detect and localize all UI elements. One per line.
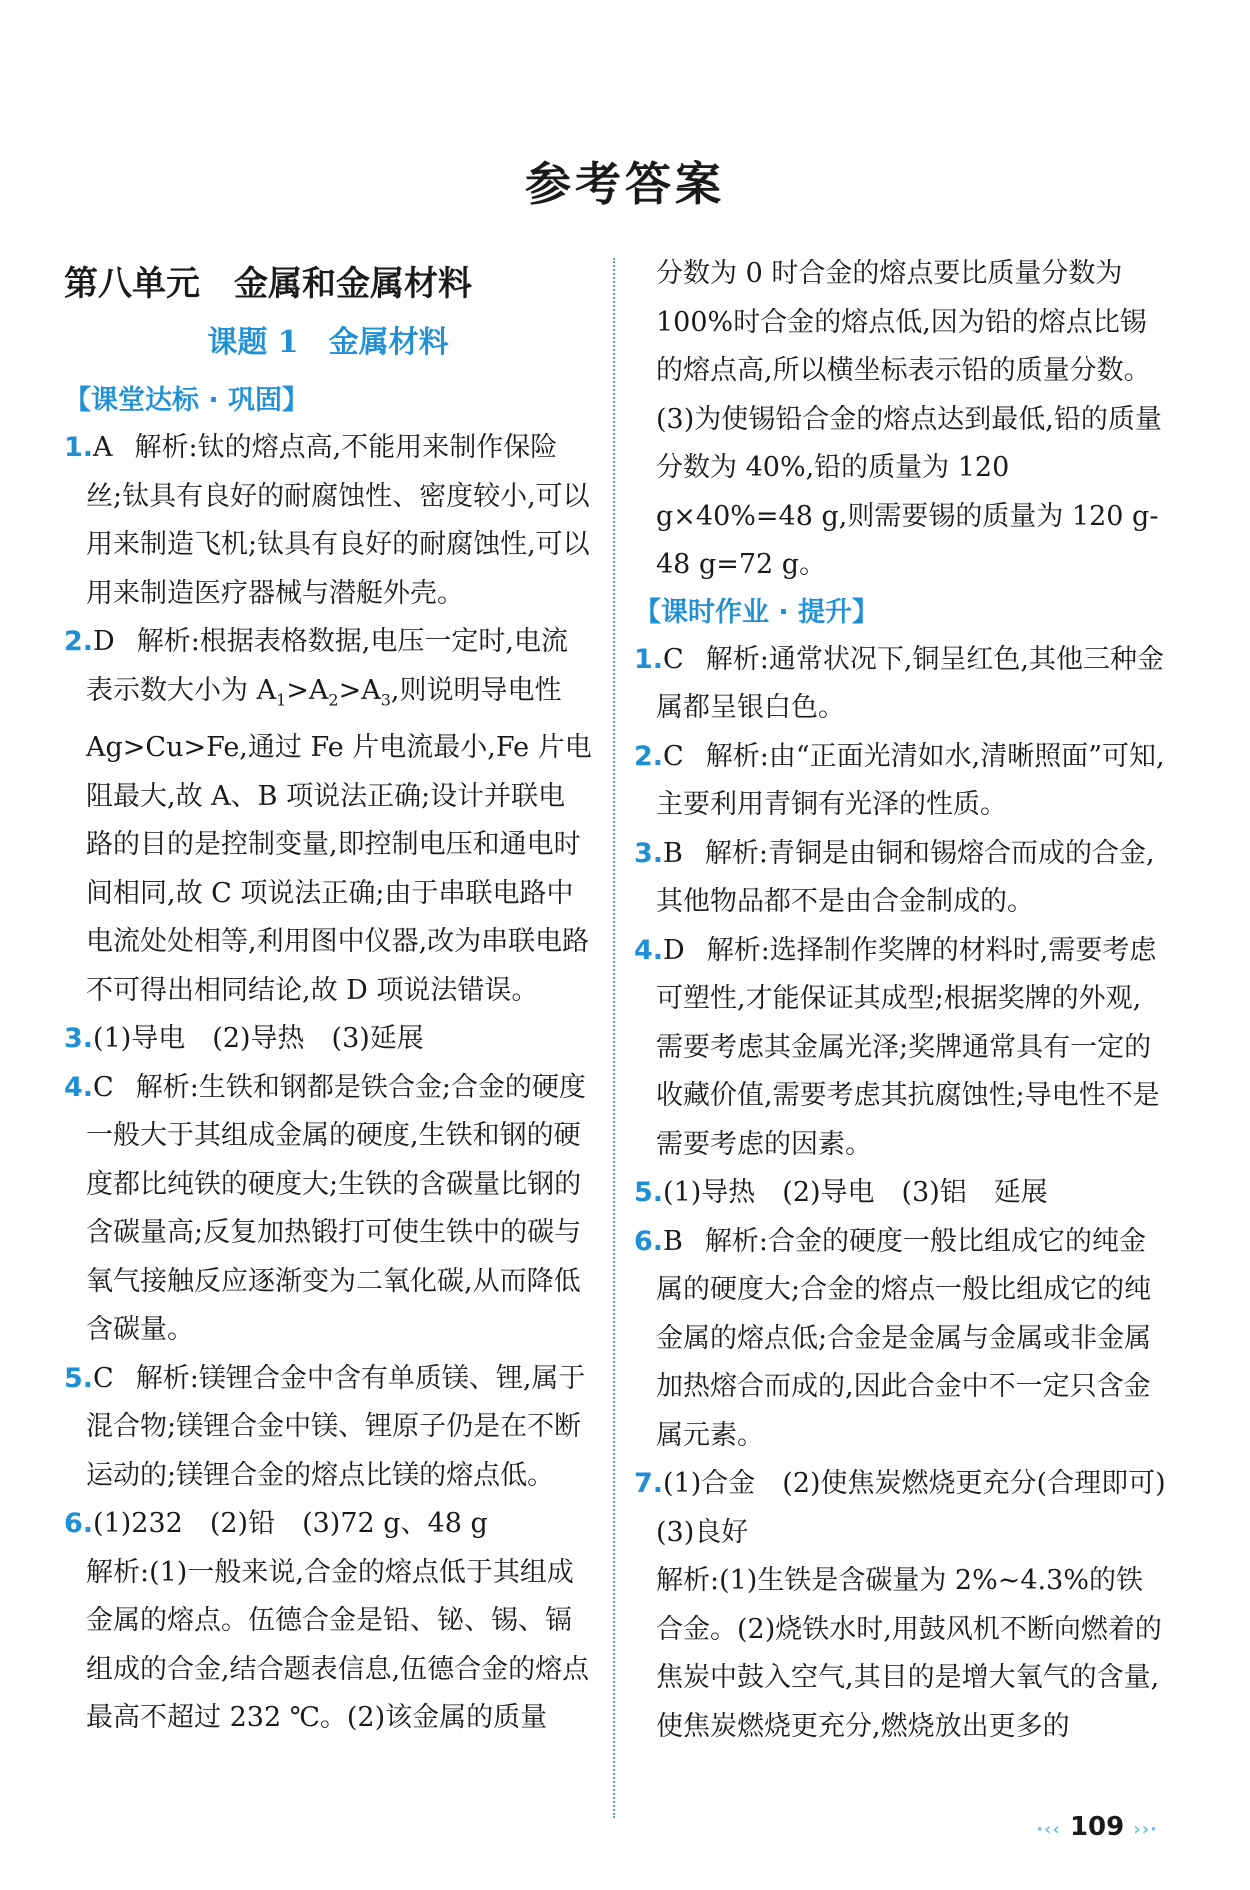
page-number: ·‹‹ 109 ››·: [1036, 1812, 1158, 1842]
answer-analysis: 解析:(1)生铁是含碳量为 2%~4.3%的铁合金。(2)烧铁水时,用鼓风机不断向燃着的焦炭中鼓入空气,其目的是增大氧气的含量,使焦炭燃烧更充分,燃烧放出更多的: [656, 1565, 1162, 1742]
answer-item: 4.C 解析:生铁和钢都是铁合金;合金的硬度一般大于其组成金属的硬度,生铁和钢的硬度都比纯铁的硬度大;生铁的含碳量比钢的含碳量高;反复加热锻打可使生铁中的碳与氧气接触反应逐渐变为二氧化碳,从而降低含碳量。: [64, 1071, 586, 1346]
column-divider: [613, 258, 615, 1818]
answer-item: 2.D 解析:根据表格数据,电压一定时,电流表示数大小为 $A_1>A_2>A_3$,则说明导电性Ag>Cu>Fe,通过 Fe 片电流最小,Fe 片电阻最大,故 A、B 项说法正确;设计并联电路的目的是控制变量,即控制电压和通电时间相同,故 C 项说法正确;由于串联电路中电流处处相等,利用图中仪器,改为串联电路不可得出相同结论,故 D 项说法错误。: [64, 626, 592, 1006]
answer-item: 3.B 解析:青铜是由铜和锡熔合而成的合金,其他物品都不是由合金制成的。: [634, 837, 1155, 917]
page-number-decoration-icon: ·‹‹: [1036, 1819, 1061, 1840]
answer-continuation: 分数为 0 时合金的熔点要比质量分数为 100%时合金的熔点低,因为铅的熔点比锡的熔点高,所以横坐标表示铅的质量分数。(3)为使锡铅合金的熔点达到最低,铅的质量分数为 40%,铅的质量为 120 g×40%=48 g,则需要锡的质量为 120 g-48 g=72 g。: [656, 258, 1162, 580]
answer-item: 5.C 解析:镁锂合金中含有单质镁、锂,属于混合物;镁锂合金中镁、锂原子仍是在不断运动的;镁锂合金的熔点比镁的熔点低。: [64, 1362, 586, 1491]
page-number-decoration-icon: ››·: [1133, 1819, 1158, 1840]
answer-item: 1.A 解析:钛的熔点高,不能用来制作保险丝;钛具有良好的耐腐蚀性、密度较小,可以用来制造飞机;钛具有良好的耐腐蚀性,可以用来制造医疗器械与潜艇外壳。: [64, 432, 590, 609]
answer-item: 1.C 解析:通常状况下,铜呈红色,其他三种金属都呈银白色。: [634, 643, 1164, 723]
answer-item: 5.(1)导热 (2)导电 (3)铝 延展: [634, 1177, 1048, 1208]
answer-item: 3.(1)导电 (2)导热 (3)延展: [64, 1023, 424, 1055]
left-column: [64, 258, 592, 1743]
section-tag-homework: 【课时作业 · 提升】: [634, 596, 880, 628]
answer-item: 6.(1)232 (2)铅 (3)72 g、48 g: [64, 1508, 488, 1540]
answer-analysis: 解析:(1)一般来说,合金的熔点低于其组成金属的熔点。伍德合金是铅、铋、锡、镉组成的合金,结合题表信息,伍德合金的熔点最高不超过 232 ℃。(2)该金属的质量: [86, 1556, 590, 1734]
lesson-title: 课题 1 金属材料: [207, 325, 449, 360]
right-column: [634, 250, 1193, 1751]
answer-item: 6.B 解析:合金的硬度一般比组成它的纯金属的硬度大;合金的熔点一般比组成它的纯金属的熔点低;合金是金属与金属或非金属加热熔合而成的,因此合金中不一定只含金属元素。: [634, 1225, 1152, 1451]
answer-item: 2.C 解析:由“正面光清如水,清晰照面”可知,主要利用青铜有光泽的性质。: [634, 740, 1165, 820]
unit-title: 第八单元 金属和金属材料: [64, 264, 472, 304]
answer-item: 7.(1)合金 (2)使焦炭燃烧更充分(合理即可) (3)良好: [634, 1468, 1193, 1548]
page-title: 参考答案: [525, 157, 725, 211]
answer-item: 4.D 解析:选择制作奖牌的材料时,需要考虑可塑性,才能保证其成型;根据奖牌的外观,需要考虑其金属光泽;奖牌通常具有一定的收藏价值,需要考虑其抗腐蚀性;导电性不是需要考虑的因素。: [634, 934, 1160, 1160]
section-tag-classroom: 【课堂达标 · 巩固】: [64, 385, 310, 416]
